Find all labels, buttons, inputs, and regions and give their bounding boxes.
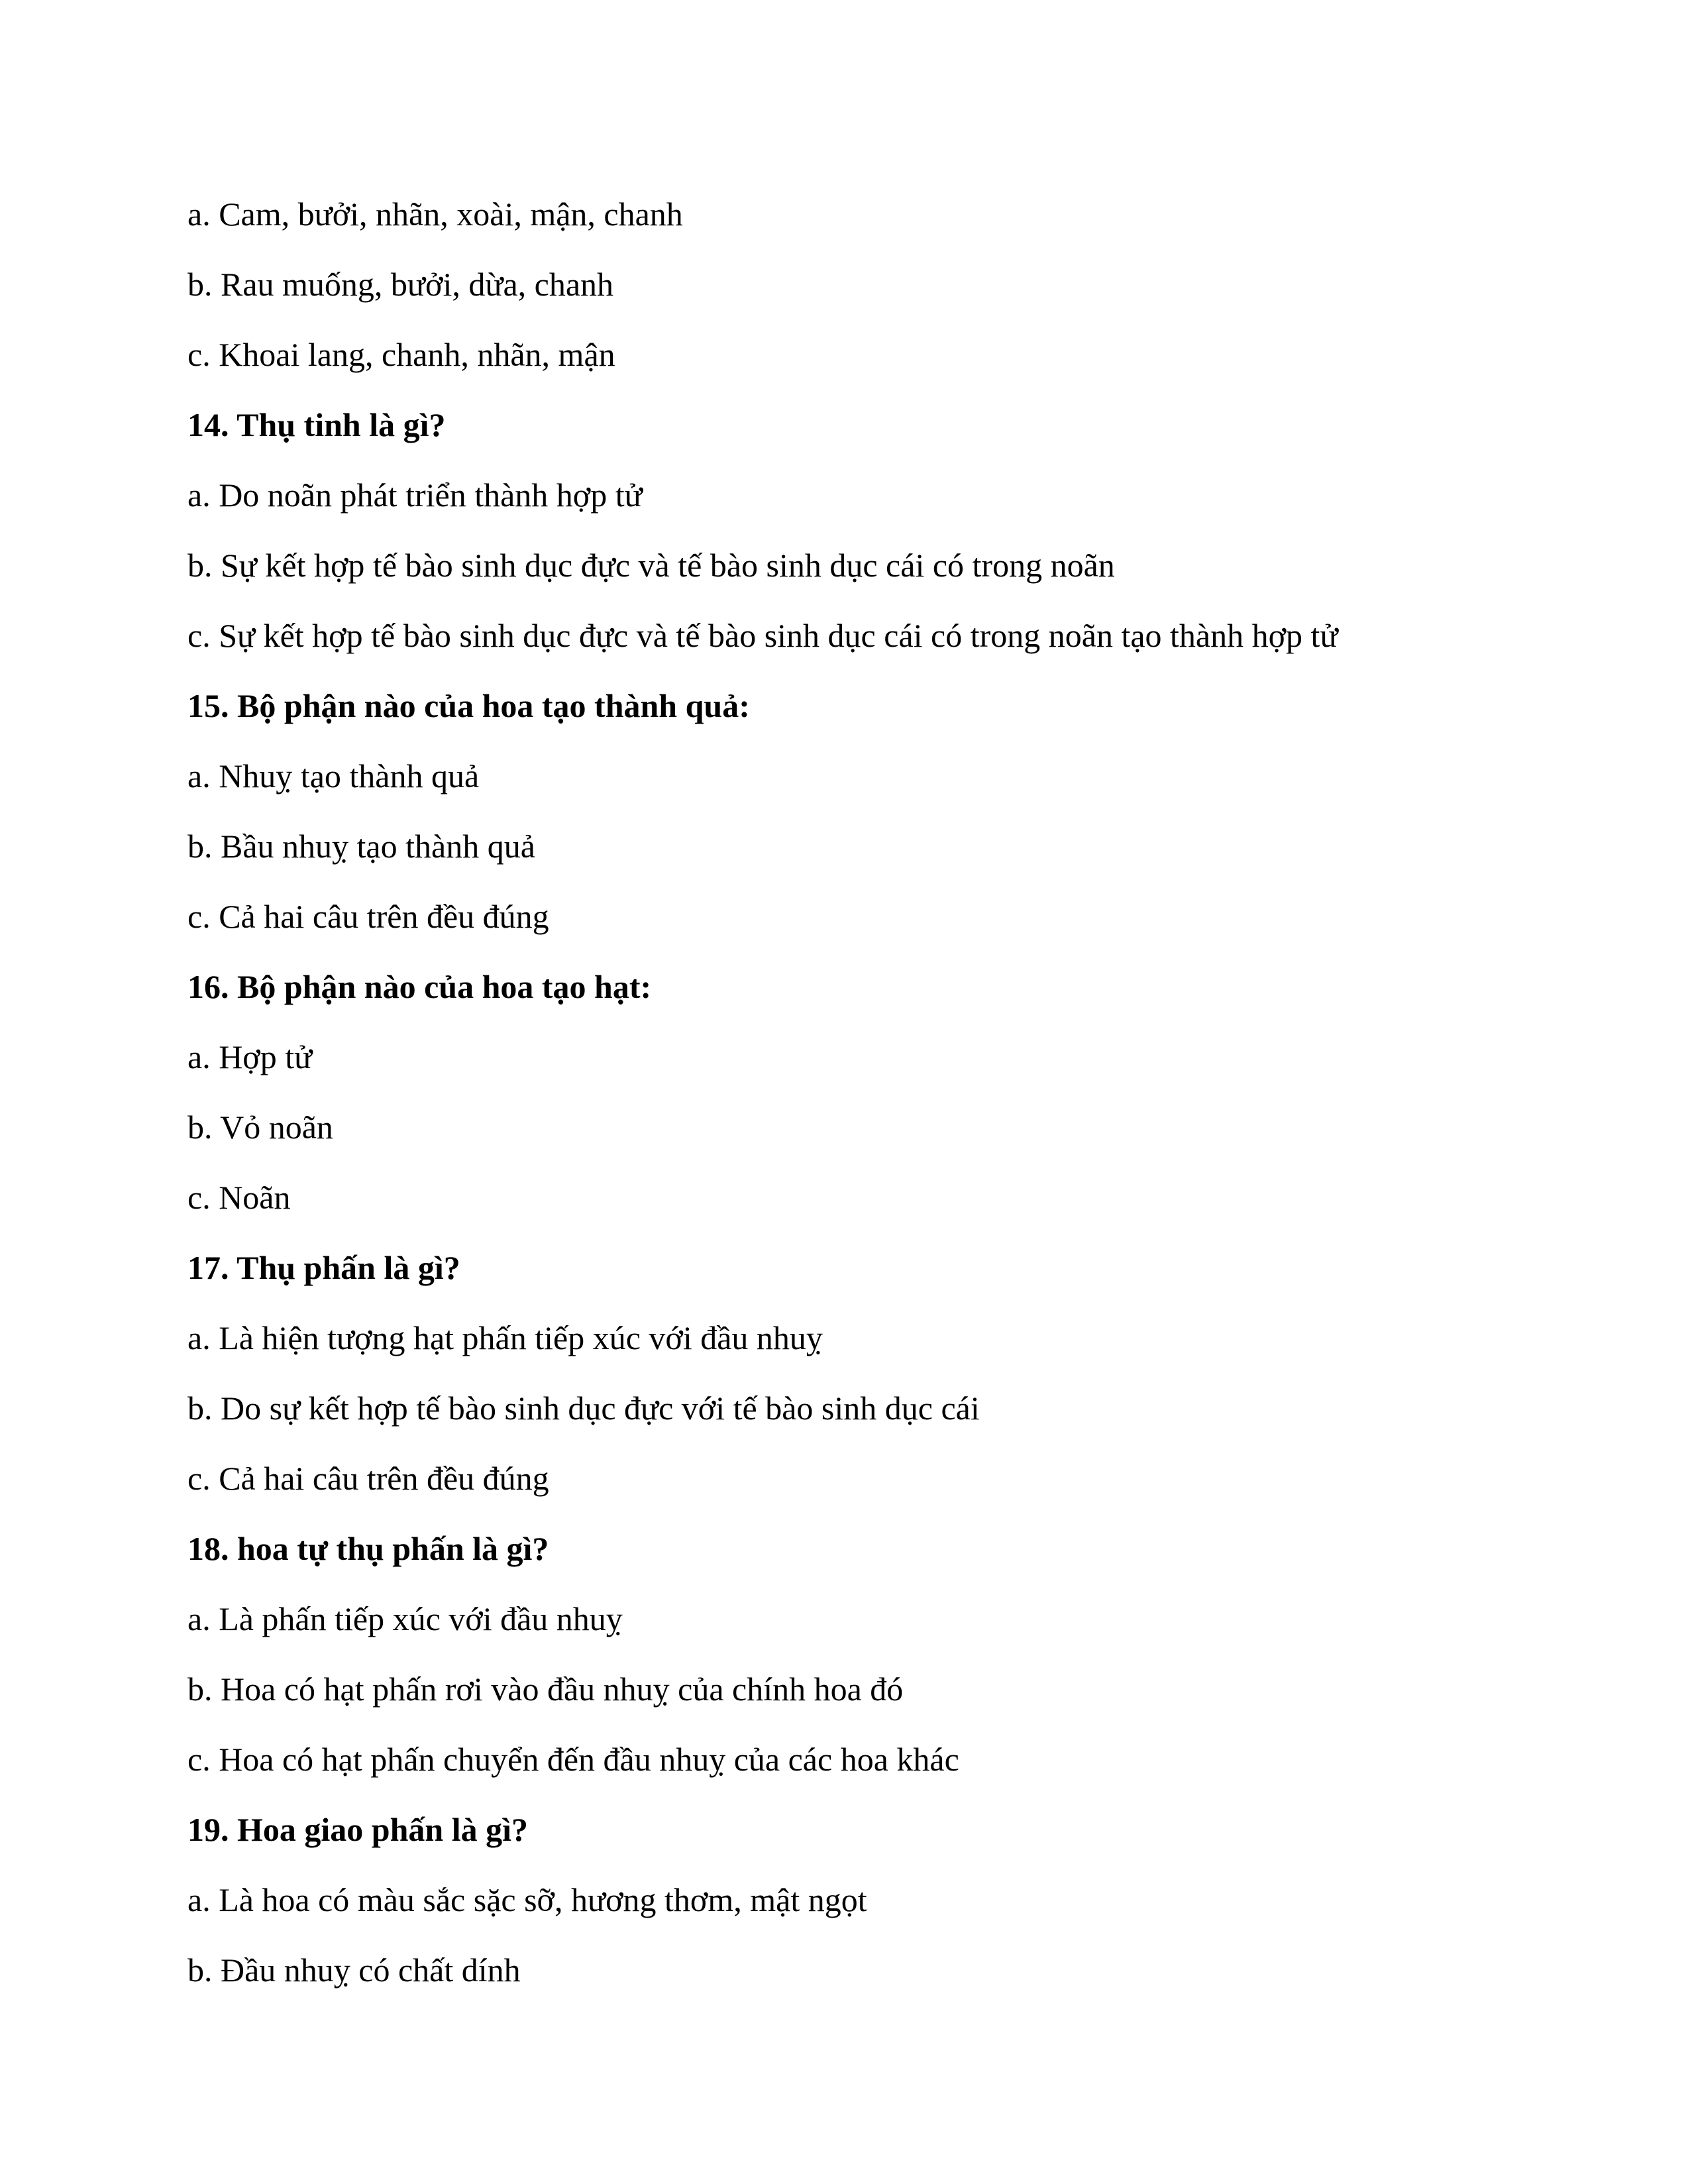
answer-option: b. Sự kết hợp tế bào sinh dục đực và tế bào sinh dục cái có trong noãn [187, 547, 1115, 584]
answer-option: c. Cả hai câu trên đều đúng [187, 1460, 549, 1497]
answer-option: a. Nhuỵ tạo thành quả [187, 757, 480, 794]
answer-option: a. Do noãn phát triển thành hợp tử [187, 476, 643, 514]
answer-option: b. Hoa có hạt phấn rơi vào đầu nhuỵ của chính hoa đó [187, 1670, 904, 1708]
question-heading: 19. Hoa giao phấn là gì? [187, 1811, 528, 1848]
answer-option: b. Bầu nhuỵ tạo thành quả [187, 828, 535, 865]
answer-option: b. Đầu nhuỵ có chất dính [187, 1951, 521, 1989]
answer-option: b. Rau muống, bưởi, dừa, chanh [187, 266, 614, 303]
answer-option: a. Là hiện tượng hạt phấn tiếp xúc với đầu nhuỵ [187, 1319, 823, 1356]
answer-option: a. Là phấn tiếp xúc với đầu nhuỵ [187, 1600, 623, 1637]
quiz-content [187, 179, 1512, 2005]
answer-option: c. Noãn [187, 1179, 291, 1216]
answer-option: c. Cả hai câu trên đều đúng [187, 898, 549, 935]
question-heading: 18. hoa tự thụ phấn là gì? [187, 1530, 549, 1567]
question-heading: 15. Bộ phận nào của hoa tạo thành quả: [187, 687, 750, 724]
question-heading: 17. Thụ phấn là gì? [187, 1249, 460, 1286]
question-heading: 16. Bộ phận nào của hoa tạo hạt: [187, 968, 652, 1005]
question-heading: 14. Thụ tinh là gì? [187, 406, 446, 443]
answer-option: a. Là hoa có màu sắc sặc sỡ, hương thơm, mật ngọt [187, 1881, 867, 1918]
answer-option: a. Cam, bưởi, nhãn, xoài, mận, chanh [187, 195, 683, 233]
answer-option: c. Hoa có hạt phấn chuyển đến đầu nhuỵ của các hoa khác [187, 1741, 959, 1778]
answer-option: a. Hợp tử [187, 1038, 313, 1075]
answer-option: b. Vỏ noãn [187, 1109, 333, 1146]
answer-option: c. Khoai lang, chanh, nhãn, mận [187, 336, 615, 373]
answer-option: c. Sự kết hợp tế bào sinh dục đực và tế bào sinh dục cái có trong noãn tạo thành hợp tử [187, 617, 1338, 654]
answer-option: b. Do sự kết hợp tế bào sinh dục đực với tế bào sinh dục cái [187, 1390, 980, 1427]
